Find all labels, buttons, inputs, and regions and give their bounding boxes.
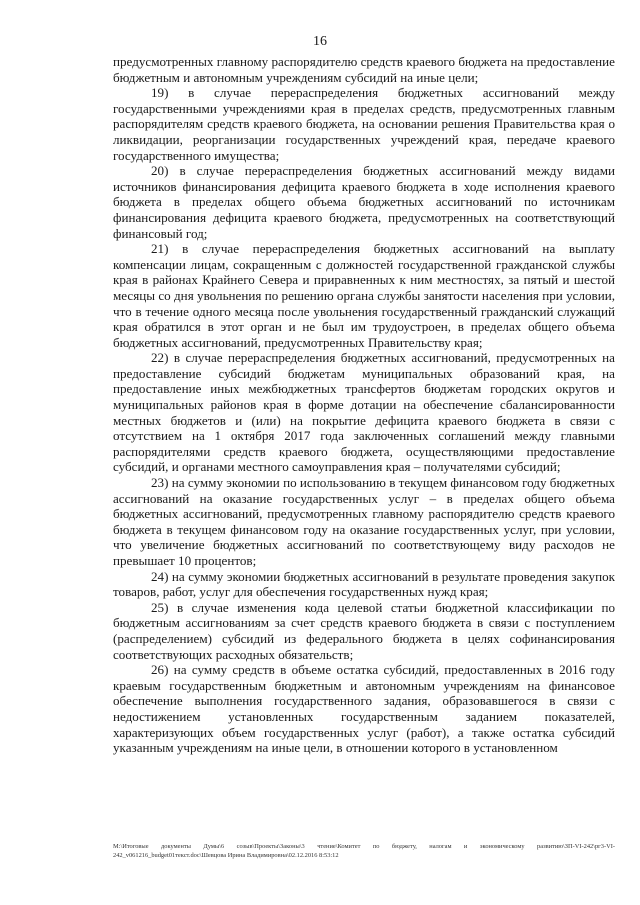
file-path-footer: M:\Итоговые документы Думы\6 созыв\Проекты\Законы\3 чтение\Комитет по бюджету, налогам и экономическому развитию\ЗП-VI-242\рг3-VI-242_v061216_budget01текст.doc\Шевцова Ирина Владимировна\02.12.2016 8:53:12: [113, 843, 615, 859]
list-item-24: 24) на сумму экономии бюджетных ассигнований в результате проведения закупок товаров, работ, услуг для обеспечения государственных нужд края;: [113, 568, 615, 600]
list-item-19: 19) в случае перераспределения бюджетных ассигнований между государственными учреждениями края в пределах средств, предусмотренных главным распорядителям средств краевого бюджета, на основании решения Правительства края о ликвидации, реорганизации государственных учреждений края, передаче краевого государственного имущества;: [113, 85, 615, 163]
list-item-26: 26) на сумму средств в объеме остатка субсидий, предоставленных в 2016 году краевым государственным бюджетным и автономным учреждениям на финансовое обеспечение выполнения государственного задания, образовавшегося в связи с недостижением установленных государственным заданием показателей, характеризующих объем государственных услуг (работ), а также остатка субсидий указанным учреждениям на иные цели, в отношении которого в установленном: [113, 662, 615, 756]
list-item-23: 23) на сумму экономии по использованию в текущем финансовом году бюджетных ассигнований на оказание государственных услуг – в пределах общего объема бюджетных ассигнований, предусмотренных главному распорядителю средств краевого бюджета в текущем финансовом году на оказание государственных услуг, при условии, что увеличение бюджетных ассигнований по соответствующему виду расходов не превышает 10 процентов;: [113, 475, 615, 568]
document-body: [113, 54, 615, 756]
paragraph-intro: предусмотренных главному распорядителю средств краевого бюджета на предоставление бюджетным и автономным учреждениям субсидий на иные цели;: [113, 54, 615, 85]
list-item-25: 25) в случае изменения кода целевой статьи бюджетной классификации по бюджетным ассигнованиям за счет средств краевого бюджета в связи с поступлением (распределением) субсидий из федерального бюджета в целях софинансирования соответствующих расходных обязательств;: [113, 599, 615, 662]
list-item-20: 20) в случае перераспределения бюджетных ассигнований между видами источников финансирования дефицита краевого бюджета в ходе исполнения краевого бюджета в пределах общего объема бюджетных ассигнований по источникам финансирования дефицита краевого бюджета, предусмотренных на соответствующий финансовый год;: [113, 163, 615, 241]
list-item-21: 21) в случае перераспределения бюджетных ассигнований на выплату компенсации лицам, сокращенным с должностей государственной гражданской службы края в районах Крайнего Севера и приравненных к ним местностях, за пятый и шестой месяцы со дня увольнения по решению органа службы занятости населения при условии, что в течение одного месяца после увольнения государственный гражданский служащий края обратился в этот орган и не был им трудоустроен, в пределах общего объема бюджетных ассигнований, предусмотренных Правительству края;: [113, 241, 615, 350]
page-number: 16: [313, 34, 327, 49]
list-item-22: 22) в случае перераспределения бюджетных ассигнований, предусмотренных на предоставление субсидий бюджетам муниципальных образований края, на предоставление иных межбюджетных трансфертов бюджетам городских округов и муниципальных районов края в форме дотации на обеспечение сбалансированности местных бюджетов и (или) на покрытие дефицита краевого бюджета в связи с отсутствием на 1 октября 2017 года заключенных соглашений между главными распорядителями средств краевого бюджета, осуществляющими предоставление субсидий, и органами местного самоуправления края – получателями субсидий;: [113, 350, 615, 475]
